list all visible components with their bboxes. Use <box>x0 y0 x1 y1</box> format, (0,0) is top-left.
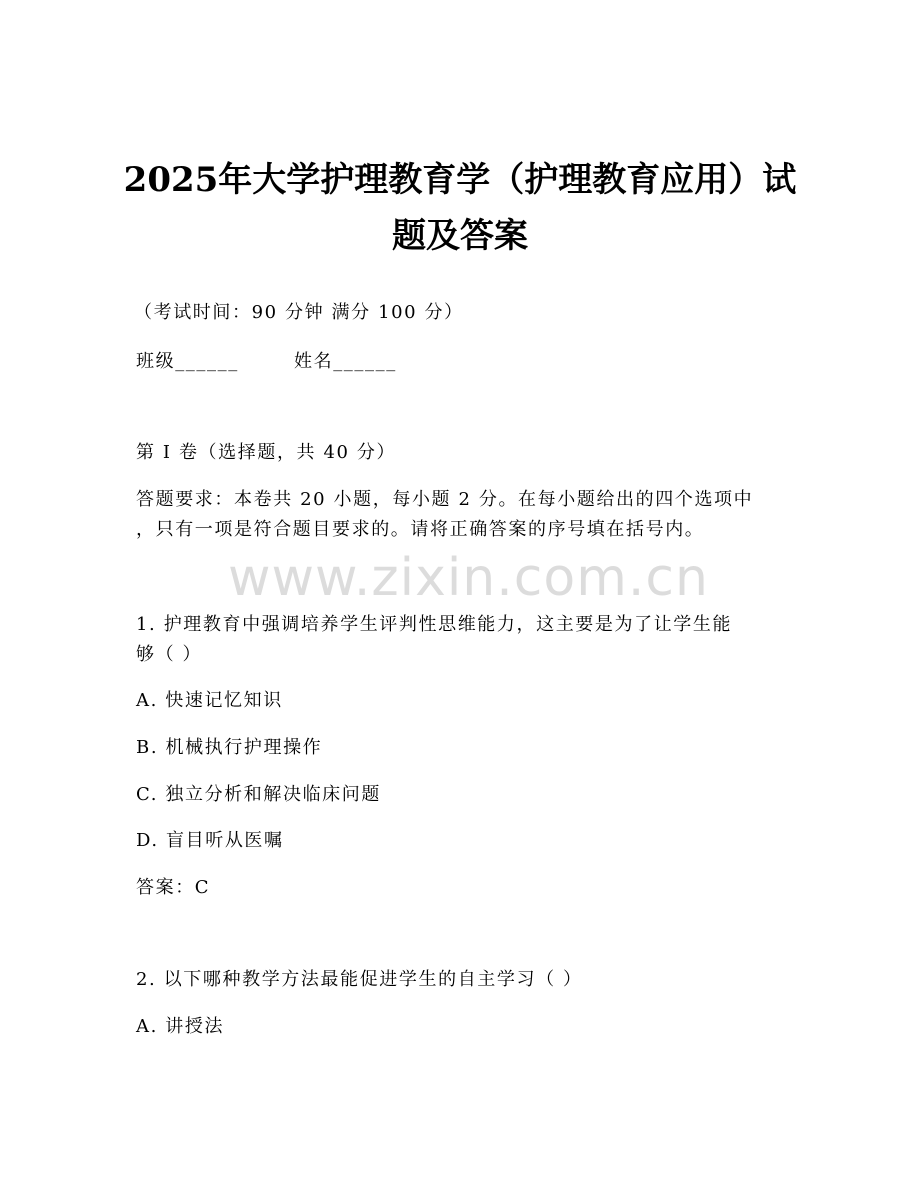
class-field: 班级______ <box>136 351 239 372</box>
question-1-answer: 答案：C <box>136 877 211 898</box>
question-2-option-a: A. 讲授法 <box>136 1016 225 1037</box>
question-2-stem-line-1: 2. 以下哪种教学方法最能促进学生的自主学习（ ） <box>136 969 583 990</box>
document-title <box>100 152 820 264</box>
instructions-line-2: ，只有一项是符合题目要求的。请将正确答案的序号填在括号内。 <box>136 519 705 540</box>
question-1-option-a: A. 快速记忆知识 <box>136 690 283 711</box>
exam-info: （考试时间：90 分钟 满分 100 分） <box>134 302 464 323</box>
question-1-option-c: C. 独立分析和解决临床问题 <box>136 784 381 805</box>
name-field: 姓名______ <box>294 351 397 372</box>
title-line-1: 2025年大学护理教育学（护理教育应用）试 <box>123 160 797 200</box>
question-1-option-d: D. 盲目听从医嘱 <box>136 830 284 851</box>
instructions-line-1: 答题要求：本卷共 20 小题，每小题 2 分。在每小题给出的四个选项中 <box>136 489 754 510</box>
watermark-text: www.zixin.com.cn <box>228 548 709 608</box>
question-1-stem-line-1: 1. 护理教育中强调培养学生评判性思维能力，这主要是为了让学生能 <box>136 614 733 635</box>
title-line-2: 题及答案 <box>392 216 528 256</box>
question-1-option-b: B. 机械执行护理操作 <box>136 737 323 758</box>
section-heading: 第 I 卷（选择题，共 40 分） <box>136 442 397 463</box>
question-1-stem-line-2: 够（ ） <box>136 644 203 665</box>
